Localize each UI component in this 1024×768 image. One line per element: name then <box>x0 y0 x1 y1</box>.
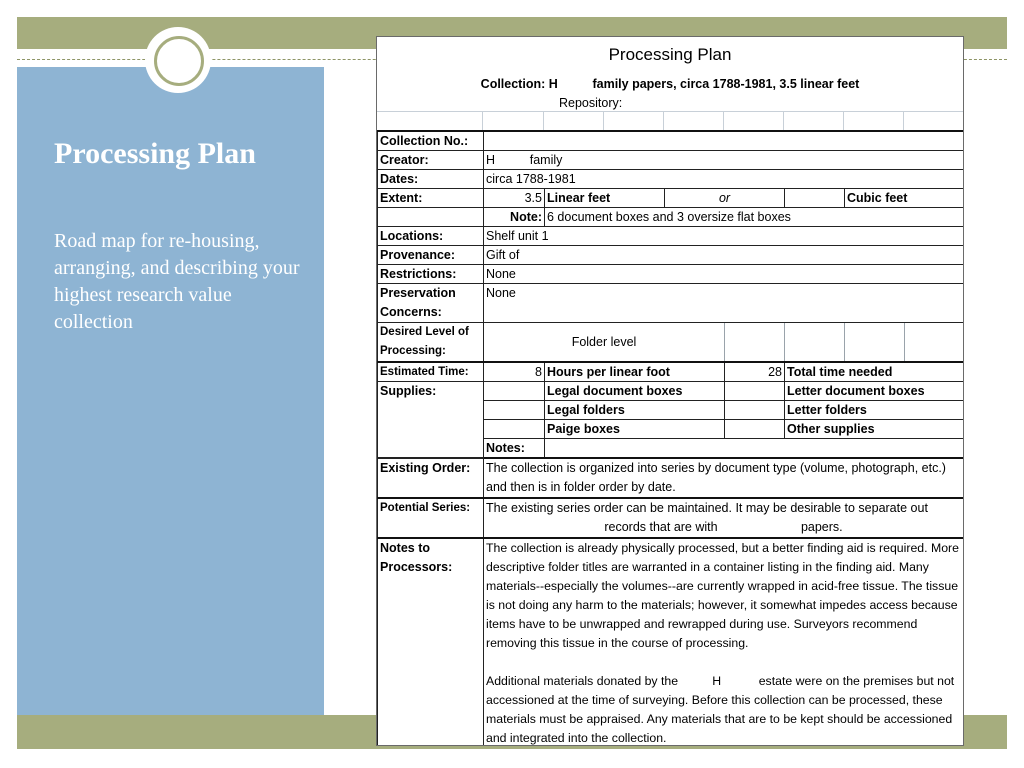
row-notes-to-processors <box>378 538 964 746</box>
value-dates: circa 1788-1981 <box>484 170 964 189</box>
row-locations <box>378 227 964 246</box>
notes-paragraph-2: Additional materials donated by the H estate were on the premises but not accessioned at the time of surveying. Before this collection can be processed, these materials must be appraised. Any materials that are to be kept should be accessioned and integrated into the collection. <box>486 674 958 745</box>
label-hours-per-foot: Hours per linear foot <box>545 362 725 382</box>
label-level: Desired Level of Processing: <box>378 323 484 363</box>
row-dates <box>378 170 964 189</box>
label-dates: Dates: <box>378 170 484 189</box>
qty-cell <box>725 382 785 401</box>
value-restrictions: None <box>484 265 964 284</box>
value-extent-number: 3.5 <box>484 189 545 208</box>
slide-body: Road map for re-housing, arranging, and describing your highest research value collection <box>54 230 300 333</box>
row-extent-note <box>378 208 964 227</box>
value-extent-unit-cubic: Cubic feet <box>845 189 964 208</box>
value-collection-no <box>484 131 964 151</box>
label-supplies-notes: Notes: <box>484 439 545 459</box>
blank-cell <box>785 323 845 363</box>
supply-legal-folders: Legal folders <box>545 401 725 420</box>
value-provenance: Gift of <box>484 246 964 265</box>
document-title: Processing Plan <box>608 45 732 64</box>
label-extent-note: Note: <box>484 208 545 227</box>
label-extent: Extent: <box>378 189 484 208</box>
row-extent <box>378 189 964 208</box>
supply-letter-document-boxes: Letter document boxes <box>785 382 964 401</box>
row-potential-series <box>378 498 964 538</box>
value-level: Folder level <box>484 323 725 363</box>
value-hours: 8 <box>484 362 545 382</box>
slide-title: Processing Plan <box>54 137 256 170</box>
label-locations: Locations: <box>378 227 484 246</box>
potential-series-line-1: The existing series order can be maintained. It may be desirable to separate out <box>486 501 928 515</box>
row-supplies-1 <box>378 382 964 401</box>
value-extent-unit-linear: Linear feet <box>545 189 665 208</box>
blank-cell <box>378 208 484 227</box>
label-provenance: Provenance: <box>378 246 484 265</box>
label-supplies: Supplies: <box>378 382 484 459</box>
row-provenance <box>378 246 964 265</box>
supply-other-supplies: Other supplies <box>785 420 964 439</box>
qty-cell <box>484 420 545 439</box>
qty-cell <box>484 382 545 401</box>
qty-cell <box>484 401 545 420</box>
supply-letter-folders: Letter folders <box>785 401 964 420</box>
blank-cell <box>845 323 905 363</box>
row-existing-order <box>378 458 964 498</box>
label-estimated-time: Estimated Time: <box>378 362 484 382</box>
row-preservation <box>378 284 964 323</box>
label-total-time: Total time needed <box>785 362 964 382</box>
value-potential-series <box>484 498 964 538</box>
supply-paige-boxes: Paige boxes <box>545 420 725 439</box>
value-extent-cubic-number <box>785 189 845 208</box>
notes-paragraph-1: The collection is already physically processed, but a better finding aid is required. More descriptive folder titles are warranted in a container listing in the finding aid. Many materials--especially the volumes--are currently wrapped in acid-free tissue. The tissue is not doing any harm to the materials; however, it somewhat impedes access because items have to be unwrapped and rewrapped during use. Surveyors recommend removing this tissue in the course of processing. <box>486 541 959 650</box>
value-extent-or: or <box>665 189 785 208</box>
value-creator: H family <box>484 151 964 170</box>
blank-cell <box>725 323 785 363</box>
value-preservation: None <box>484 284 964 323</box>
label-existing-order: Existing Order: <box>378 458 484 498</box>
label-creator: Creator: <box>378 151 484 170</box>
row-level <box>378 323 964 363</box>
label-potential-series: Potential Series: <box>378 498 484 538</box>
value-notes-to-processors <box>484 538 964 746</box>
header-grid <box>377 111 963 131</box>
label-collection-no: Collection No.: <box>378 131 484 151</box>
qty-cell <box>725 401 785 420</box>
potential-series-line-2: records that are with papers. <box>604 520 843 534</box>
row-creator <box>378 151 964 170</box>
blank-cell <box>905 323 964 363</box>
row-estimated-time <box>378 362 964 382</box>
value-extent-note: 6 document boxes and 3 oversize flat boxes <box>545 208 964 227</box>
qty-cell <box>725 420 785 439</box>
collection-line: Collection: H family papers, circa 1788-1981, 3.5 linear feet <box>480 77 860 91</box>
processing-plan-table <box>377 130 964 746</box>
value-locations: Shelf unit 1 <box>484 227 964 246</box>
supply-legal-document-boxes: Legal document boxes <box>545 382 725 401</box>
row-collection-no <box>378 131 964 151</box>
label-restrictions: Restrictions: <box>378 265 484 284</box>
label-notes-to-processors: Notes to Processors: <box>378 538 484 746</box>
circle-ornament-ring <box>154 36 204 86</box>
value-total-time: 28 <box>725 362 785 382</box>
value-supplies-notes <box>545 439 964 459</box>
repository-label: Repository: <box>559 96 623 110</box>
value-existing-order: The collection is organized into series by document type (volume, photograph, etc.) and then is in folder order by date. <box>484 458 964 498</box>
row-restrictions <box>378 265 964 284</box>
label-preservation: Preservation Concerns: <box>378 284 484 323</box>
processing-plan-document <box>376 36 964 746</box>
